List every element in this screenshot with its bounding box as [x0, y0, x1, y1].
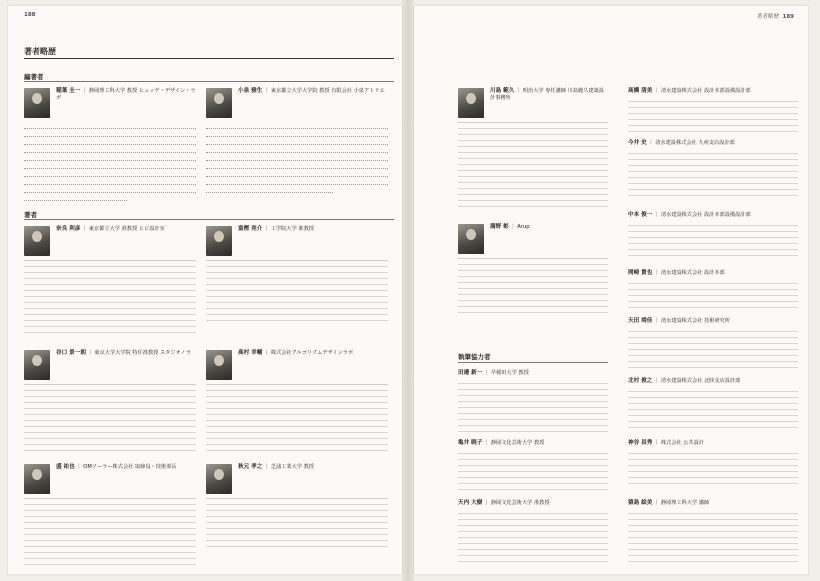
- left-page: [8, 6, 402, 574]
- author-entry: 田邉 新一 ｜ 早稲田大学 教授: [458, 370, 529, 376]
- author-photo: [458, 88, 484, 118]
- author-photo: [206, 226, 232, 256]
- section-rule: [24, 219, 394, 220]
- author-name: 富樫 亮介: [238, 226, 263, 232]
- author-affiliation: Arup: [517, 224, 530, 230]
- author-bio: [24, 260, 196, 337]
- author-entry: 川島 範久 ｜ 明治大学 専任講師 川島範久建築設計事務所: [490, 88, 604, 101]
- author-name: 猿島 絵美: [628, 500, 653, 506]
- author-entry: 盛 祐也 ｜ OMソーラー株式会社 取締役・技術部長: [56, 464, 177, 470]
- author-bio: [628, 386, 798, 430]
- author-photo: [206, 88, 232, 118]
- author-affiliation: 清水建設株式会社 設計本部設備設計部: [660, 212, 751, 218]
- author-bio: [206, 260, 388, 321]
- author-bio: [24, 122, 196, 206]
- author-entry: 今井 史 ｜ 清水建設株式会社 九州支店設計部: [628, 140, 735, 146]
- chapter-title: 著者略歴: [24, 47, 56, 56]
- author-entry: 秋元 孝之 ｜ 芝浦工業大学 教授: [238, 464, 314, 470]
- author-affiliation: 清水建設株式会社 設計本部設備設計部: [660, 88, 751, 94]
- author-bio: [628, 148, 798, 198]
- author-name: 高橋 清美: [628, 88, 653, 94]
- author-entry: 天田 靖佳 ｜ 清水建設株式会社 技術研究所: [628, 318, 730, 324]
- author-bio: [628, 220, 798, 260]
- author-affiliation: 清水建設株式会社 設計本部: [660, 270, 725, 276]
- author-photo: [206, 350, 232, 380]
- author-bio: [206, 122, 388, 206]
- author-bio: [628, 448, 798, 486]
- author-name: 北村 俊之: [628, 378, 653, 384]
- author-entry: 北村 俊之 ｜ 清水建設株式会社 北陸支店設計部: [628, 378, 741, 384]
- author-affiliation: 東京都立大学 准教授 ヒビ設計室: [88, 226, 165, 232]
- author-name: 岡崎 貴也: [628, 270, 653, 276]
- author-entry: 谷口 景一朗 ｜ 東京大学大学院 特任准教授 スタジオノラ: [56, 350, 191, 356]
- author-affiliation: 静岡文化芸術大学 准教授: [490, 500, 550, 506]
- author-bio: [458, 258, 608, 315]
- author-name: 田邉 新一: [458, 370, 483, 376]
- author-photo: [206, 464, 232, 494]
- author-entry: 中本 俊一 ｜ 清水建設株式会社 設計本部設備設計部: [628, 212, 751, 218]
- author-entry: 富樫 亮介 ｜ 工学院大学 准教授: [238, 226, 314, 232]
- section-authors: 著者: [24, 211, 37, 219]
- author-name: 盛 祐也: [56, 464, 75, 470]
- author-photo: [458, 224, 484, 254]
- author-affiliation: OMソーラー株式会社 取締役・技術部長: [83, 464, 177, 470]
- author-name: 稲葉 圭一: [56, 88, 81, 94]
- author-affiliation: 清水建設株式会社 技術研究所: [660, 318, 730, 324]
- author-name: 高村 幸輔: [238, 350, 263, 356]
- author-bio: [628, 96, 798, 134]
- author-photo: [24, 464, 50, 494]
- book-gutter: [402, 0, 414, 581]
- author-name: 秋元 孝之: [238, 464, 263, 470]
- author-affiliation: 静岡文化芸術大学 教授: [490, 440, 545, 446]
- author-affiliation: 工学院大学 准教授: [270, 226, 314, 232]
- author-entry: 天内 大樹 ｜ 静岡文化芸術大学 准教授: [458, 500, 550, 506]
- author-entry: 満野 彰 ｜ Arup: [490, 224, 530, 230]
- author-affiliation: 清水建設株式会社 北陸支店設計部: [660, 378, 741, 384]
- running-head: 著者略歴 189: [757, 14, 794, 20]
- author-name: 奈良 利彦: [56, 226, 81, 232]
- author-entry: 高橋 清美 ｜ 清水建設株式会社 設計本部設備設計部: [628, 88, 751, 94]
- author-bio: [206, 384, 388, 455]
- section-contributors: 執筆協力者: [458, 353, 491, 361]
- author-photo: [24, 88, 50, 118]
- section-rule: [24, 81, 394, 82]
- author-affiliation: 東京大学大学院 特任准教授 スタジオノラ: [94, 350, 191, 356]
- author-bio: [24, 384, 196, 455]
- author-name: 天田 靖佳: [628, 318, 653, 324]
- author-name: 川島 範久: [490, 88, 515, 94]
- author-bio: [458, 508, 608, 562]
- right-page: [414, 6, 808, 574]
- author-photo: [24, 350, 50, 380]
- author-name: 今井 史: [628, 140, 647, 146]
- author-bio: [458, 122, 608, 207]
- section-rule: [458, 362, 608, 363]
- author-affiliation: 東京都立大学大学院 教授 有限会社 小泉アトリエ: [270, 88, 385, 94]
- author-bio: [458, 448, 608, 492]
- author-entry: 高村 幸輔 ｜ 株式会社アルゴリズムデザインラボ: [238, 350, 354, 356]
- author-affiliation: 静岡理工科大学 講師: [660, 500, 710, 506]
- author-bio: [206, 498, 388, 551]
- page-number-left: 188: [24, 12, 36, 18]
- author-name: 亀井 暁子: [458, 440, 483, 446]
- author-entry: 猿島 絵美 ｜ 静岡理工科大学 講師: [628, 500, 710, 506]
- author-affiliation: 株式会社 公共設計: [660, 440, 704, 446]
- author-entry: 神谷 昌秀 ｜ 株式会社 公共設計: [628, 440, 704, 446]
- author-entry: 亀井 暁子 ｜ 静岡文化芸術大学 教授: [458, 440, 545, 446]
- author-entry: 奈良 利彦 ｜ 東京都立大学 准教授 ヒビ設計室: [56, 226, 165, 232]
- author-name: 谷口 景一朗: [56, 350, 86, 356]
- author-affiliation: 明治大学 専任講師 川島範久建築設計事務所: [490, 88, 604, 101]
- section-editors: 編著者: [24, 73, 44, 81]
- author-bio: [24, 498, 196, 565]
- author-name: 天内 大樹: [458, 500, 483, 506]
- author-affiliation: 早稲田大学 教授: [490, 370, 529, 376]
- author-affiliation: 芝浦工業大学 教授: [270, 464, 314, 470]
- author-affiliation: 清水建設株式会社 九州支店設計部: [655, 140, 735, 146]
- chapter-rule: [24, 58, 394, 59]
- author-entry: 小泉 雅生 ｜ 東京都立大学大学院 教授 有限会社 小泉アトリエ: [238, 88, 385, 94]
- author-entry: 稲葉 圭一 ｜ 静岡理工科大学 教授 ヒュッゲ・デザイン・ラボ: [56, 88, 196, 101]
- author-name: 小泉 雅生: [238, 88, 263, 94]
- author-photo: [24, 226, 50, 256]
- author-bio: [628, 326, 798, 370]
- author-name: 中本 俊一: [628, 212, 653, 218]
- page-number-right: 189: [782, 14, 794, 20]
- author-name: 満野 彰: [490, 224, 509, 230]
- author-affiliation: 静岡理工科大学 教授 ヒュッゲ・デザイン・ラボ: [56, 88, 196, 101]
- author-name: 神谷 昌秀: [628, 440, 653, 446]
- author-bio: [628, 508, 798, 562]
- author-entry: 岡崎 貴也 ｜ 清水建設株式会社 設計本部: [628, 270, 725, 276]
- author-bio: [628, 278, 798, 308]
- author-bio: [458, 378, 608, 432]
- author-affiliation: 株式会社アルゴリズムデザインラボ: [270, 350, 354, 356]
